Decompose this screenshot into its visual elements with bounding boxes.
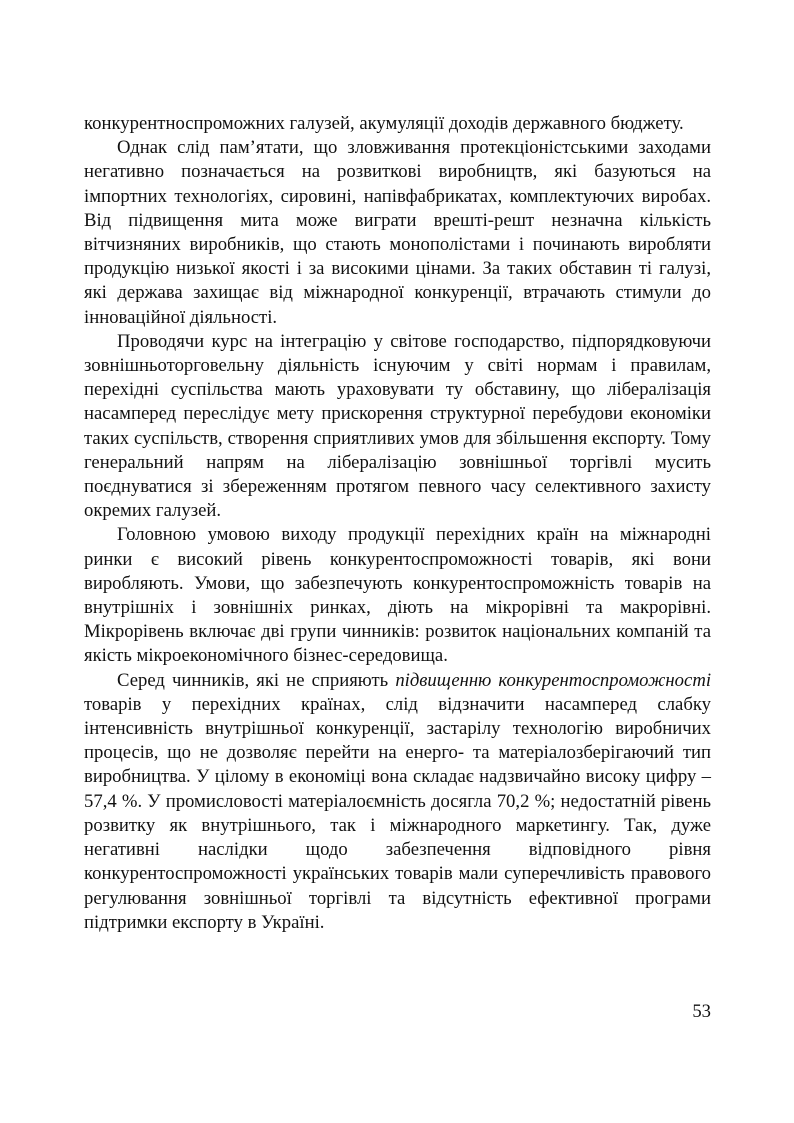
paragraph-3: Проводячи курс на інтеграцію у світове господарство, підпорядковуючи зовнішньоторговельну діяльність існуючим у світі нормам і правилам, перехідні суспільства мають ураховувати ту обставину, що лібералізація насамперед переслідує мету прискорення структурної перебудови економіки таких суспільств, створення сприятливих умов для збільшення експорту. Тому генеральний напрям на лібералізацію зовнішньої торгівлі мусить поєднуватися зі збереженням протягом певного часу селективного захисту окремих галузей. — [84, 330, 711, 522]
paragraph-5-text-after: товарів у перехідних країнах, слід відзначити насамперед слабку інтенсивність внутрішньої конкуренції, застарілу технологію виробничих процесів, що не дозволяє перейти на енерго- та матеріалозберігаючий тип виробництва. У цілому в економіці вона складає надзвичайно високу цифру – 57,4 %. У промисловості матеріалоємність досягла 70,2 %; недостатній рівень розвитку як внутрішнього, так і міжнародного маркетингу. Так, дуже негативні наслідки щодо забезпечення відповідного рівня конкурентоспроможності українських товарів мали суперечливість правового регулювання зовнішньої торгівлі та відсутність ефективної програми підтримки експорту в Україні. — [84, 693, 711, 933]
paragraph-4: Головною умовою виходу продукції перехідних країн на міжнародні ринки є високий рівень конкурентоспроможності товарів, які вони виробляють. Умови, що забезпечують конкурентоспроможність товарів на внутрішніх і зовнішніх ринках, діють на мікрорівні та макрорівні. Мікрорівень включає дві групи чинників: розвиток національних компаній та якість мікроекономічного бізнес-середовища. — [84, 524, 711, 667]
paragraph-5 — [84, 669, 711, 935]
paragraph-1: конкурентноспроможних галузей, акумуляції доходів державного бюджету. — [84, 113, 684, 134]
paragraph-5-text-before: Серед чинників, які не сприяють — [117, 669, 396, 691]
page-number: 53 — [692, 1001, 711, 1022]
paragraph-5-emphasis: підвищенню конкурентоспроможності — [395, 669, 712, 691]
page-body — [84, 112, 711, 935]
paragraph-2: Однак слід пам’ятати, що зловживання протекціоністськими заходами негативно позначається на розвиткові виробництв, які базуються на імпортних технологіях, сировині, напівфабрикатах, комплектуючих виробах. Від підвищення мита може виграти врешті-решт незначна кількість вітчизняних виробників, що стають монополістами і починають виробляти продукцію низької якості і за високими цінами. За таких обставин ті галузі, які держава захищає від міжнародної конкуренції, втрачають стимули до інноваційної діяльності. — [84, 137, 711, 328]
